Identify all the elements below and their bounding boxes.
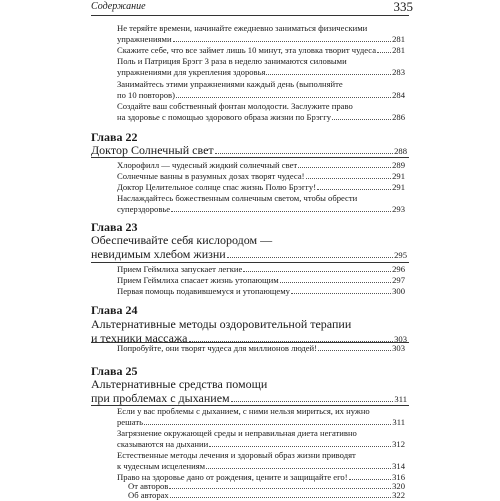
entry-page: 297: [392, 275, 405, 285]
chapter-label: Глава 23: [91, 220, 138, 234]
chapter-title[interactable]: Альтернативные средства помощи при проблемах с дыханием 311: [91, 377, 407, 405]
entry-page: 303: [392, 343, 405, 353]
entry-page: 300: [392, 286, 405, 296]
entry-page: 291: [392, 171, 405, 181]
toc-entry[interactable]: Занимайтесь этими упражнениями каждый день (выполняйте по 10 повторов) 284: [117, 79, 405, 101]
chapter-divider: [91, 157, 409, 158]
chapter-page: 303: [394, 334, 407, 344]
toc-entry[interactable]: Создайте ваш собственный фонтан молодости. Заслужите право на здоровье с помощью здорового образа жизни по Брэггу 286: [117, 101, 405, 123]
entry-page: 281: [392, 45, 405, 55]
section-title: Содержание: [91, 1, 146, 12]
chapter-label: Глава 24: [91, 303, 138, 317]
toc-entry[interactable]: Естественные методы лечения и здоровый образ жизни приводят к чудесным исцелениям 314: [117, 450, 405, 472]
entry-page: 291: [392, 182, 405, 192]
toc-entry[interactable]: Прием Геймлиха запускает легкие 296: [117, 264, 405, 274]
toc-entry[interactable]: Солнечные ванны в разумных дозах творят чудеса! 291: [117, 171, 405, 181]
entry-page: 311: [392, 417, 405, 428]
entry-page: 316: [392, 472, 405, 482]
toc-entry[interactable]: Наслаждайтесь божественным солнечным светом, чтобы обрести суперздоровье 293: [117, 193, 405, 215]
entry-page: 314: [392, 461, 405, 472]
entry-page: 322: [392, 490, 405, 500]
toc-entry[interactable]: Скажите себе, что все займет лишь 10 минут, эта уловка творит чудеса 281: [117, 45, 405, 55]
entry-page: 296: [392, 264, 405, 274]
toc-entry[interactable]: Об авторах 322: [128, 490, 405, 500]
toc-entry[interactable]: Первая помощь подавившемуся и утопающему 300: [117, 286, 405, 296]
entry-page: 289: [392, 160, 405, 170]
running-header: [91, 0, 413, 16]
entry-page: 283: [392, 67, 405, 78]
page-number: 335: [393, 0, 413, 14]
toc-entry[interactable]: От авторов 320: [128, 481, 405, 491]
chapter-divider: [91, 262, 409, 263]
toc-entry[interactable]: Попробуйте, они творят чудеса для миллионов людей! 303: [117, 343, 405, 353]
entry-page: 320: [392, 481, 405, 491]
toc-entry[interactable]: Право на здоровье дано от рождения, цените и защищайте его! 316: [117, 472, 405, 482]
chapter-label: Глава 22: [91, 130, 138, 144]
chapter-label: Глава 25: [91, 364, 138, 378]
chapter-title[interactable]: Обеспечивайте себя кислородом — невидимым хлебом жизни 295: [91, 233, 407, 261]
entry-page: 312: [392, 439, 405, 450]
toc-entry[interactable]: Не теряйте времени, начинайте ежедневно заниматься физическими упражнениями 281: [117, 23, 405, 45]
chapter-page: 295: [394, 250, 407, 260]
entry-page: 293: [392, 204, 405, 215]
chapter-title[interactable]: Доктор Солнечный свет 288: [91, 143, 407, 157]
entry-page: 284: [392, 90, 405, 101]
toc-entry[interactable]: Хлорофилл — чудесный жидкий солнечный свет 289: [117, 160, 405, 170]
chapter-page: 288: [394, 146, 407, 156]
toc-entry[interactable]: Загрязнение окружающей среды и неправильная диета негативно сказываются на дыхании 312: [117, 428, 405, 450]
toc-entry[interactable]: Поль и Патриция Брэгг 3 раза в неделю занимаются силовыми упражнениями для укрепления здоровья 283: [117, 56, 405, 78]
toc-entry[interactable]: Если у вас проблемы с дыханием, с ними нельзя мириться, их нужно решать 311: [117, 406, 405, 428]
toc-entry[interactable]: Прием Геймлиха спасает жизнь утопающим 297: [117, 275, 405, 285]
entry-page: 286: [392, 112, 405, 123]
toc-entry[interactable]: Доктор Целительное солнце спас жизнь Полю Брэггу! 291: [117, 182, 405, 192]
chapter-page: 311: [394, 394, 407, 404]
chapter-title[interactable]: Альтернативные методы оздоровительной терапии и техники массажа 303: [91, 317, 407, 345]
entry-page: 281: [392, 34, 405, 45]
